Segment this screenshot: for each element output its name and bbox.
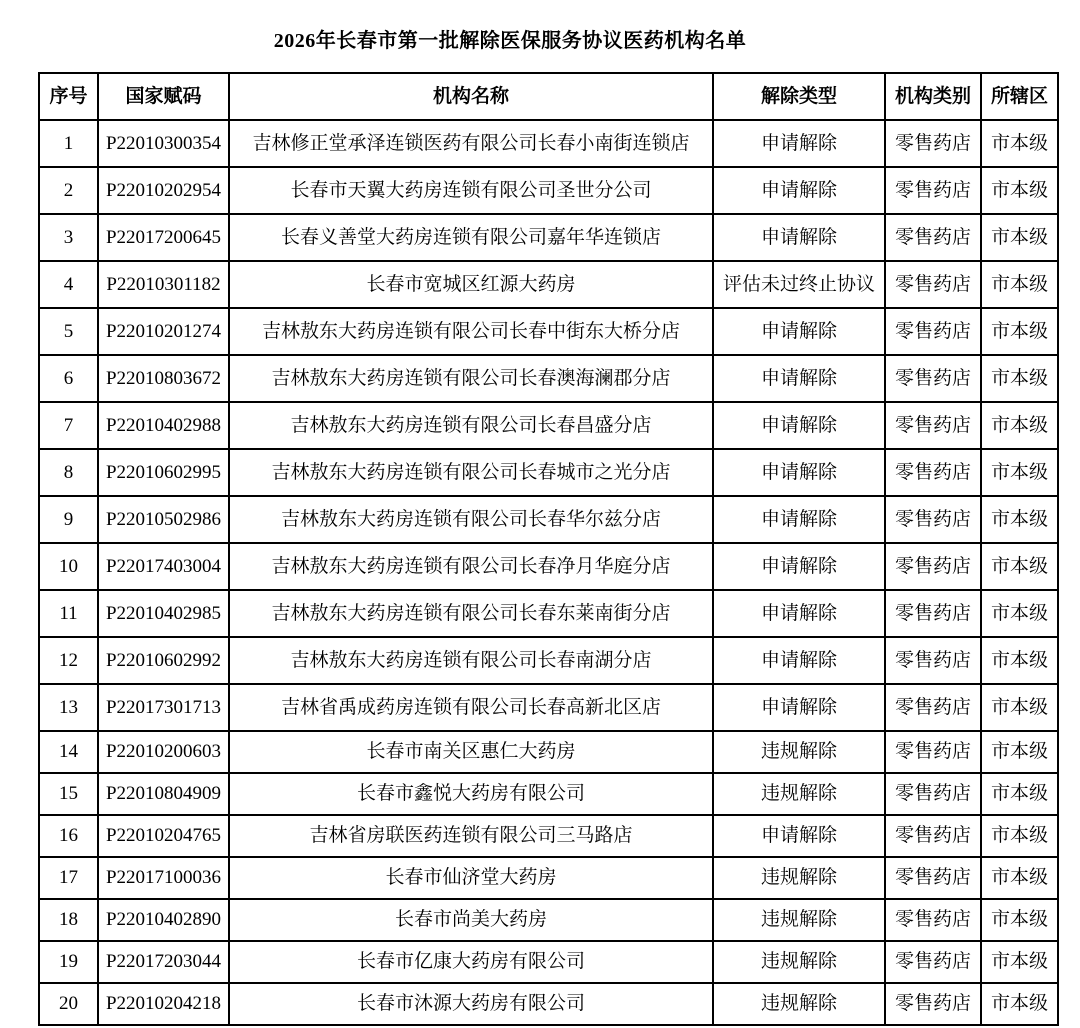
cell-serial: 3 [39,214,98,261]
cell-name: 长春市南关区惠仁大药房 [229,731,713,773]
cell-district: 市本级 [981,261,1058,308]
cell-serial: 11 [39,590,98,637]
cell-district: 市本级 [981,214,1058,261]
table-row [39,684,1058,731]
cell-district: 市本级 [981,120,1058,167]
cell-code: P22010202954 [98,167,229,214]
cell-name: 吉林敖东大药房连锁有限公司长春中街东大桥分店 [229,308,713,355]
cell-type: 申请解除 [713,815,885,857]
table-row [39,214,1058,261]
table-row [39,449,1058,496]
cell-district: 市本级 [981,308,1058,355]
cell-code: P22017200645 [98,214,229,261]
cell-code: P22010502986 [98,496,229,543]
cell-serial: 17 [39,857,98,899]
institutions-table [38,72,1059,1026]
cell-code: P22010204218 [98,983,229,1025]
table-row [39,983,1058,1025]
cell-district: 市本级 [981,815,1058,857]
cell-serial: 8 [39,449,98,496]
cell-category: 零售药店 [885,261,981,308]
cell-category: 零售药店 [885,449,981,496]
cell-type: 评估未过终止协议 [713,261,885,308]
cell-serial: 19 [39,941,98,983]
cell-name: 长春市沐源大药房有限公司 [229,983,713,1025]
cell-category: 零售药店 [885,899,981,941]
cell-category: 零售药店 [885,590,981,637]
cell-district: 市本级 [981,857,1058,899]
cell-district: 市本级 [981,402,1058,449]
cell-district: 市本级 [981,731,1058,773]
cell-code: P22010804909 [98,773,229,815]
cell-category: 零售药店 [885,214,981,261]
cell-type: 违规解除 [713,941,885,983]
column-header-serial: 序号 [39,73,98,120]
cell-category: 零售药店 [885,941,981,983]
cell-name: 吉林省房联医药连锁有限公司三马路店 [229,815,713,857]
cell-serial: 1 [39,120,98,167]
cell-category: 零售药店 [885,773,981,815]
column-header-district: 所辖区 [981,73,1058,120]
page-title: 2026年长春市第一批解除医保服务协议医药机构名单 [273,30,747,52]
cell-type: 申请解除 [713,684,885,731]
cell-type: 申请解除 [713,543,885,590]
cell-category: 零售药店 [885,731,981,773]
cell-category: 零售药店 [885,637,981,684]
cell-serial: 10 [39,543,98,590]
table-row [39,815,1058,857]
cell-type: 申请解除 [713,590,885,637]
cell-type: 申请解除 [713,637,885,684]
cell-category: 零售药店 [885,684,981,731]
cell-name: 长春市尚美大药房 [229,899,713,941]
cell-category: 零售药店 [885,308,981,355]
cell-category: 零售药店 [885,496,981,543]
cell-district: 市本级 [981,637,1058,684]
cell-district: 市本级 [981,543,1058,590]
cell-code: P22010200603 [98,731,229,773]
cell-district: 市本级 [981,496,1058,543]
cell-name: 吉林敖东大药房连锁有限公司长春城市之光分店 [229,449,713,496]
cell-type: 违规解除 [713,773,885,815]
cell-code: P22017203044 [98,941,229,983]
cell-serial: 12 [39,637,98,684]
cell-code: P22017100036 [98,857,229,899]
cell-type: 申请解除 [713,167,885,214]
cell-type: 申请解除 [713,402,885,449]
cell-district: 市本级 [981,449,1058,496]
cell-name: 吉林敖东大药房连锁有限公司长春南湖分店 [229,637,713,684]
cell-name: 吉林敖东大药房连锁有限公司长春澳海澜郡分店 [229,355,713,402]
cell-name: 长春市天翼大药房连锁有限公司圣世分公司 [229,167,713,214]
cell-code: P22017403004 [98,543,229,590]
cell-name: 吉林敖东大药房连锁有限公司长春昌盛分店 [229,402,713,449]
cell-code: P22010402985 [98,590,229,637]
cell-code: P22010301182 [98,261,229,308]
cell-name: 吉林敖东大药房连锁有限公司长春东莱南街分店 [229,590,713,637]
header-row [39,73,1058,120]
cell-type: 申请解除 [713,355,885,402]
column-header-type: 解除类型 [713,73,885,120]
column-header-category: 机构类别 [885,73,981,120]
cell-category: 零售药店 [885,857,981,899]
table-row [39,167,1058,214]
table-row [39,120,1058,167]
cell-type: 申请解除 [713,214,885,261]
cell-code: P22010803672 [98,355,229,402]
table-row [39,941,1058,983]
cell-name: 吉林修正堂承泽连锁医药有限公司长春小南街连锁店 [229,120,713,167]
cell-code: P22010402890 [98,899,229,941]
cell-name: 长春义善堂大药房连锁有限公司嘉年华连锁店 [229,214,713,261]
column-header-code: 国家赋码 [98,73,229,120]
table-row [39,355,1058,402]
cell-serial: 9 [39,496,98,543]
cell-name: 吉林敖东大药房连锁有限公司长春净月华庭分店 [229,543,713,590]
cell-name: 长春市亿康大药房有限公司 [229,941,713,983]
cell-serial: 2 [39,167,98,214]
cell-category: 零售药店 [885,543,981,590]
cell-serial: 7 [39,402,98,449]
cell-name: 吉林省禹成药房连锁有限公司长春高新北区店 [229,684,713,731]
cell-type: 违规解除 [713,899,885,941]
cell-code: P22010602992 [98,637,229,684]
cell-category: 零售药店 [885,983,981,1025]
cell-type: 申请解除 [713,496,885,543]
cell-code: P22010204765 [98,815,229,857]
table-body [39,120,1058,1025]
cell-serial: 18 [39,899,98,941]
cell-type: 申请解除 [713,449,885,496]
cell-serial: 16 [39,815,98,857]
cell-name: 长春市宽城区红源大药房 [229,261,713,308]
cell-name: 长春市仙济堂大药房 [229,857,713,899]
table-row [39,402,1058,449]
cell-category: 零售药店 [885,815,981,857]
cell-category: 零售药店 [885,167,981,214]
cell-district: 市本级 [981,773,1058,815]
column-header-name: 机构名称 [229,73,713,120]
table-row [39,496,1058,543]
cell-code: P22010602995 [98,449,229,496]
cell-serial: 14 [39,731,98,773]
table-row [39,261,1058,308]
cell-name: 吉林敖东大药房连锁有限公司长春华尔兹分店 [229,496,713,543]
table-row [39,543,1058,590]
cell-serial: 6 [39,355,98,402]
cell-category: 零售药店 [885,355,981,402]
cell-name: 长春市鑫悦大药房有限公司 [229,773,713,815]
cell-serial: 4 [39,261,98,308]
table-row [39,308,1058,355]
cell-code: P22017301713 [98,684,229,731]
table-row [39,590,1058,637]
cell-type: 申请解除 [713,308,885,355]
cell-type: 违规解除 [713,857,885,899]
cell-type: 违规解除 [713,983,885,1025]
cell-district: 市本级 [981,684,1058,731]
cell-type: 申请解除 [713,120,885,167]
table-header [39,73,1058,120]
cell-district: 市本级 [981,941,1058,983]
cell-serial: 13 [39,684,98,731]
cell-district: 市本级 [981,355,1058,402]
table-row [39,637,1058,684]
cell-serial: 5 [39,308,98,355]
table-row [39,899,1058,941]
cell-code: P22010201274 [98,308,229,355]
cell-category: 零售药店 [885,120,981,167]
cell-category: 零售药店 [885,402,981,449]
cell-district: 市本级 [981,899,1058,941]
table-row [39,731,1058,773]
cell-district: 市本级 [981,983,1058,1025]
cell-serial: 20 [39,983,98,1025]
cell-code: P22010300354 [98,120,229,167]
cell-district: 市本级 [981,590,1058,637]
table-row [39,857,1058,899]
cell-serial: 15 [39,773,98,815]
table-row [39,773,1058,815]
cell-code: P22010402988 [98,402,229,449]
cell-type: 违规解除 [713,731,885,773]
cell-district: 市本级 [981,167,1058,214]
